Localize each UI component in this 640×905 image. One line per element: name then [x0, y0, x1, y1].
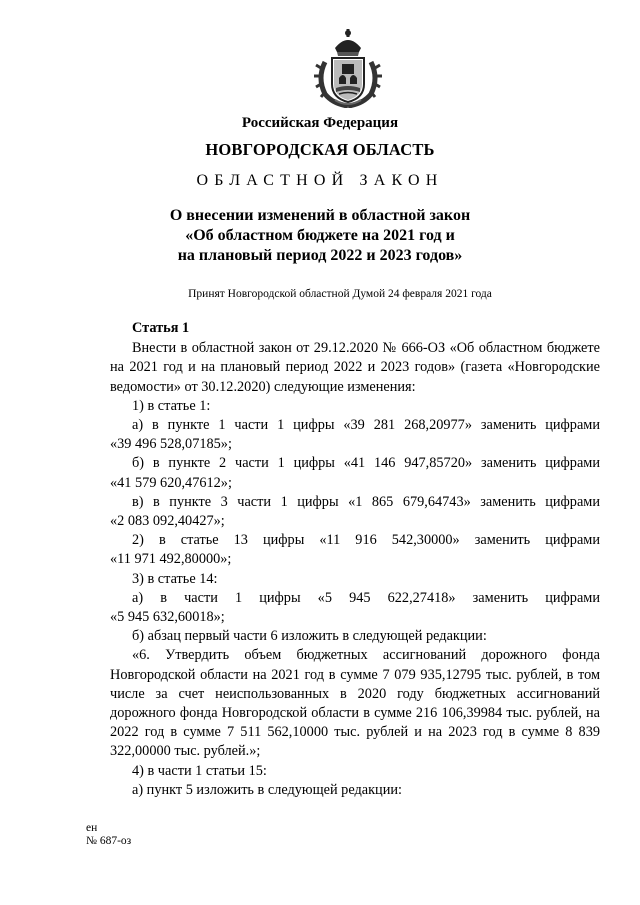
list-item: 2) в статье 13 цифры «11 916 542,30000» заменить цифрами — [132, 532, 600, 549]
list-item: «39 496 528,07185»; — [110, 436, 232, 453]
list-item: «11 971 492,80000»; — [110, 551, 232, 568]
list-item: «5 945 632,60018»; — [110, 609, 225, 626]
document-number: № 687-оз — [86, 835, 132, 847]
law-title — [0, 206, 640, 266]
article-body — [110, 319, 600, 800]
list-item: б) абзац первый части 6 изложить в следующей редакции: — [132, 628, 487, 645]
list-item: 4) в части 1 статьи 15: — [132, 762, 267, 779]
list-item: «2 083 092,40427»; — [110, 513, 225, 530]
country-name: Российская Федерация — [241, 115, 399, 131]
region-name: НОВГОРОДСКАЯ ОБЛАСТЬ — [205, 140, 435, 159]
document-type: ОБЛАСТНОЙ ЗАКОН — [196, 172, 444, 189]
quoted-paragraph: «6. Утвердить объем бюджетных ассигнований дорожного фонда Новгородской области на 2021 год в сумме 7 079 935,12795 тыс. рублей, в том числе за счет неиспользованных в 2020 году бюджетных ассигнований дорожного фонда Новгородской области в сумме 216 106,39984 тыс. рублей, на 2022 год в сумме 7 511 562,10000 тыс. рублей и на 2023 год в сумме 8 839 322,00000 тыс. рублей.»; — [110, 647, 600, 760]
article-title: Статья 1 — [132, 320, 190, 336]
list-item: 1) в статье 1: — [132, 397, 211, 414]
list-item: в) в пункте 3 части 1 цифры «1 865 679,64743» заменить цифрами — [132, 493, 600, 510]
law-title-line: О внесении изменений в областной закон — [169, 207, 471, 224]
adoption-note: Принят Новгородской областной Думой 24 февраля 2021 года — [188, 288, 492, 300]
list-item: а) в пункте 1 части 1 цифры «39 281 268,20977» заменить цифрами — [132, 417, 600, 434]
list-item: а) пункт 5 изложить в следующей редакции: — [132, 781, 402, 798]
list-item: 3) в статье 14: — [132, 570, 218, 587]
article-intro: Внести в областной закон от 29.12.2020 № 666-ОЗ «Об областном бюджете на 2021 год и на плановый период 2022 и 2023 годов» (газета «Новгородские ведомости» от 30.12.2020) следующие изменения: — [110, 340, 600, 395]
law-title-line: на плановый период 2022 и 2023 годов» — [177, 247, 463, 264]
list-item: «41 579 620,47612»; — [110, 474, 232, 491]
list-item: б) в пункте 2 части 1 цифры «41 146 947,85720» заменить цифрами — [132, 455, 600, 472]
list-item: а) в части 1 цифры «5 945 622,27418» заменить цифрами — [132, 589, 600, 606]
document-footer — [86, 822, 131, 848]
law-title-line: «Об областном бюджете на 2021 год и — [185, 227, 455, 244]
author-initials: ен — [86, 822, 98, 834]
coat-of-arms-icon — [311, 28, 385, 108]
